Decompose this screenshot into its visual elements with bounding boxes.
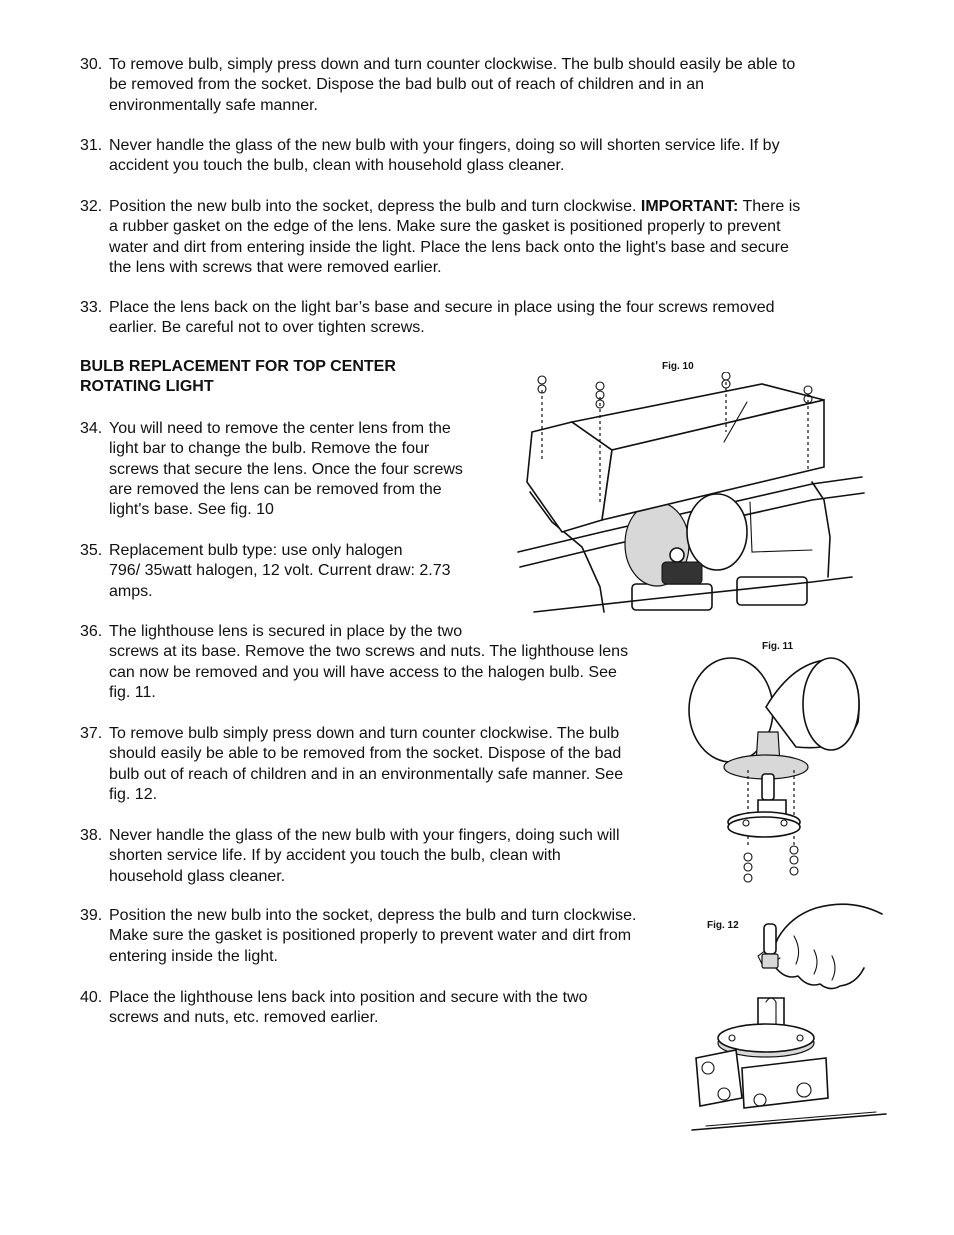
step-30 (80, 55, 795, 116)
step-38 (80, 826, 620, 887)
step-40 (80, 988, 588, 1029)
step-35 (80, 541, 451, 602)
step-33 (80, 298, 775, 339)
step-39 (80, 906, 636, 967)
step-number: 34. (80, 420, 103, 437)
step-text-before: Position the new bulb into the socket, depress the bulb and turn clockwise. (109, 198, 641, 215)
step-number: 31. (80, 137, 103, 154)
step-number: 38. (80, 827, 103, 844)
step-text: Never handle the glass of the new bulb with your fingers, doing so will shorten service life. If by accident you touch the bulb, clean with household glass cleaner. (109, 137, 780, 175)
fig-12-label: Fig. 12 (707, 920, 739, 931)
step-text: Place the lighthouse lens back into position and secure with the two screws and nuts, etc. removed earlier. (109, 989, 588, 1027)
step-text: Position the new bulb into the socket, depress the bulb and turn clockwise. Make sure the gasket is positioned properly to prevent water and dirt from entering inside the light. (109, 907, 637, 965)
fig-11-label: Fig. 11 (762, 641, 794, 652)
fig-10-illustration (512, 372, 868, 634)
step-number: 32. (80, 198, 103, 215)
step-text: Place the lens back on the light bar’s base and secure in place using the four screws removed earlier. Be careful not to over tighten screws. (109, 299, 775, 337)
step-text-after: There is a rubber gasket on the edge of the lens. Make sure the gasket is positioned properly to prevent water and dirt from entering inside the light. Place the lens back onto the light's base and secure the lens with screws that were removed earlier. (109, 198, 801, 276)
step-number: 40. (80, 989, 103, 1006)
fig-12-illustration (686, 898, 890, 1148)
step-text: You will need to remove the center lens from the light bar to change the bulb. Remove the four screws that secure the lens. Once the four screws are removed the lens can be removed from the light's base. See fig. 10 (109, 420, 463, 519)
step-34 (80, 419, 463, 520)
step-number: 35. (80, 542, 103, 559)
step-text: Never handle the glass of the new bulb with your fingers, doing such will shorten service life. If by accident you touch the bulb, clean with household glass cleaner. (109, 827, 620, 885)
step-text: To remove bulb simply press down and turn counter clockwise. The bulb should easily be able to be removed from the socket. Dispose of the bad bulb out of reach of children and in an environmentally safe manner. See fig. 12. (109, 725, 624, 803)
fig-11-illustration (686, 652, 866, 888)
step-36 (80, 622, 628, 703)
step-37 (80, 724, 623, 805)
step-number: 39. (80, 907, 103, 924)
step-number: 37. (80, 725, 103, 742)
step-text: The lighthouse lens is secured in place by the two screws at its base. Remove the two screws and nuts. The lighthouse lens can now be removed and you will have access to the halogen bulb. See fig. 11. (109, 623, 629, 701)
step-text: To remove bulb, simply press down and turn counter clockwise. The bulb should easily be able to be removed from the socket. Dispose the bad bulb out of reach of children and in an environmentally safe manner. (109, 56, 796, 114)
important-label: IMPORTANT: (640, 198, 739, 215)
step-number: 36. (80, 623, 103, 640)
step-32 (80, 197, 800, 278)
step-number: 33. (80, 299, 103, 316)
step-text (109, 197, 800, 278)
section-heading: BULB REPLACEMENT FOR TOP CENTER ROTATING LIGHT (80, 358, 396, 396)
step-text: Replacement bulb type: use only halogen 796/ 35watt halogen, 12 volt. Current draw: 2.73 amps. (109, 542, 451, 600)
step-number: 30. (80, 56, 103, 73)
fig-10-label: Fig. 10 (662, 361, 694, 372)
step-31 (80, 136, 780, 177)
